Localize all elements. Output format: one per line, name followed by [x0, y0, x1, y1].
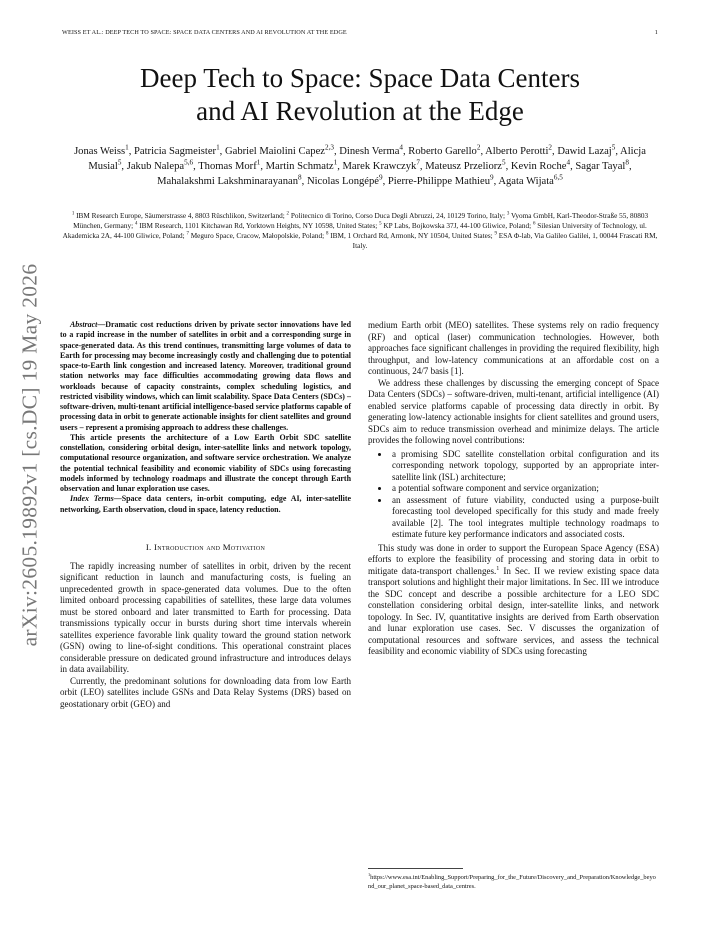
abstract: [60, 320, 351, 433]
title-line-2: and AI Revolution at the Edge: [196, 96, 524, 126]
author-name: Dawid Lazaj: [557, 146, 612, 157]
affiliation-text: Vyoma GmbH, Karl-Theodor-Straße 55, 80803 München, Germany;: [73, 212, 649, 230]
author-affiliation-mark: 9: [490, 173, 494, 182]
author-affiliation-mark: 4: [399, 143, 403, 152]
body-paragraph-3: [368, 543, 659, 658]
affiliation-mark: 3: [506, 211, 510, 217]
author-name: Patricia Sagmeister: [134, 146, 217, 157]
affiliation-mark: 2: [286, 211, 289, 217]
author-name: Jakub Nalepa: [126, 161, 185, 172]
author-affiliation-mark: 9: [379, 173, 383, 182]
affiliation-text: IBM Research, 1101 Kitchawan Rd, Yorktown Heights, NY 10598, United States;: [137, 222, 378, 230]
footnote-rule: [368, 868, 463, 869]
author-affiliation-mark: 5: [611, 143, 616, 152]
author-affiliation-mark: 1: [256, 158, 261, 167]
left-column: [60, 320, 351, 710]
author-affiliation-mark: 5,6: [184, 158, 194, 167]
affiliation-mark: 7: [186, 231, 189, 237]
affiliation-text: Politecnico di Torino, Corso Duca Degli Abruzzi, 24, 10129 Torino, Italy;: [289, 212, 505, 220]
author-affiliation-mark: 2: [548, 143, 553, 152]
footnote-link[interactable]: https://www.esa.int/Enabling_Support/Preparing_for_the_Future/Discovery_and_Preparation/Knowledge_beyond_our_planet_space-based_data_centres.: [368, 874, 656, 890]
abstract-label: Abstract: [70, 320, 98, 329]
index-terms: [60, 494, 351, 515]
running-head: [62, 29, 658, 36]
affiliation-mark: 8: [325, 231, 329, 237]
author-name: Sagar Tayal: [575, 161, 626, 172]
body-paragraph-3-a: This study was done in order to support the European Space Agency (ESA) efforts to explore the feasibility of processing and storing data in orbit to mitigate data-transport challenges.: [368, 542, 659, 576]
index-terms-text: —Space data centers, in-orbit computing, edge AI, inter-satellite networking, Earth observation, cloud in space, latency reduction.: [60, 494, 351, 514]
title-line-1: Deep Tech to Space: Space Data Centers: [140, 63, 580, 93]
contributions-list: [368, 449, 659, 541]
affiliation-text: IBM Research Europe, Säumerstrasse 4, 8803 Rüschlikon, Switzerland;: [74, 212, 285, 220]
affiliation-mark: 4: [134, 221, 138, 227]
author-name: Dinesh Verma: [339, 146, 400, 157]
author-name: Nicolas Longépé: [306, 176, 380, 187]
affiliation-text: ESA Φ-lab, Via Galileo Galilei, 1, 00044 Frascati RM, Italy.: [352, 232, 658, 250]
index-terms-label: Index Terms: [70, 494, 114, 504]
author-name: Marek Krawczyk: [342, 161, 417, 172]
author-name: Roberto Garello: [408, 146, 477, 157]
author-name: Mahalakshmi Lakshminarayanan: [157, 176, 299, 187]
author-name: Kevin Roche: [510, 161, 567, 172]
author-list: Jonas Weiss$^1$, Patricia Sagmeister$^1$, Gabriel Maiolini Capez$^{2,3}$, Dinesh Verma$^4$, Roberto Garello$^2$, Alberto Perotti$^2$, Dawid Lazaj$^5$, Alicja Musial$^5$, Jakub Nalepa$^{5,6}$, Thomas Morf$^1$, Martin Schmatz$^1$, Marek Krawczyk$^7$, Mateusz Przeliorz$^5$, Kevin Roche$^4$, Sagar Tayal$^8$, Mahalakshmi Lakshminarayanan$^8$, Nicolas Longépé$^9$, Pierre-Philippe Mathieu$^9$, Agata Wijata$^{6,5}$: [74, 143, 646, 187]
body-paragraph-2: We address these challenges by discussing the emerging concept of Space Data Centers (SDCs) – software-driven, multi-tenant, artificial intelligence (AI) enabled service platforms capable of processing data directly in orbit. By generating low-latency actionable insights for client satellites and ground users, SDCs aim to reduce transmission overhead and minimize delays. The article provides the following novel contributions:: [368, 377, 659, 445]
intro-paragraph-1: The rapidly increasing number of satellites in orbit, driven by the recent significant reduction in launch and manufacturing costs, is fueling an unprecedented growth in space-generated data volumes. Due to the often limited onboard processing capabilities of satellites, these large data volumes must be stored onboard and later transmitted to Earth for processing. Data transmissions typically occur in bursts during short time intervals wherein satellites experience favorable link quality toward the ground station network (GSN) owing to line-of-sight conditions. This operational constraint places considerable pressure on dedicated ground infrastructure and introduces delays in data availability.: [60, 560, 351, 675]
right-column: [368, 320, 659, 658]
body-paragraph-3-b: In Sec. II we review existing space data transport solutions and highlight their major limitations. In Sec. III we introduce the SDC concept and describe a possible architecture for a LEO SDC constellation considering orbital design, inter-satellite links, and network topology. In Sec. IV, quantitative insights are derived from Earth observation and lunar exploration use cases. Sec. V discusses the organization of computational resources and software services, and assess the technical feasibility and economic viability of SDCs using forecasting: [368, 565, 659, 656]
author-name: Martin Schmatz: [265, 161, 334, 172]
footnote-mark: 1: [368, 871, 371, 877]
author-affiliation-mark: 1: [125, 143, 129, 152]
list-item: • an assessment of future viability, conducted using a purpose-built forecasting tool developed specifically for this study and made freely available [2]. The tool integrates multiple technology roadmaps to estimate future key performance indicators and associated costs.: [390, 495, 659, 541]
author-affiliation-mark: 5: [502, 158, 506, 167]
arxiv-stamp-text: arXiv:2605.19892v1 [cs.DC] 19 May 2026: [17, 263, 42, 647]
abstract-text-2: This article presents the architecture of a Low Earth Orbit SDC satellite constellation, considering orbital design, inter-satellite links and network topology, computational resource organization, and software service orchestration. We analyze the potential technical feasibility and economic viability of SDCs using forecasting models informed by technology roadmaps and illustrate the concept through Earth observation and lunar exploration use cases.: [60, 432, 351, 493]
affiliation-mark: 1: [71, 211, 75, 217]
author-affiliation-mark: 2: [476, 143, 481, 152]
author-name: Jonas Weiss: [74, 146, 126, 157]
author-affiliation-mark: 5: [117, 158, 122, 167]
paper-title: [60, 62, 660, 128]
running-head-text: WEISS ET AL.: DEEP TECH TO SPACE: SPACE DATA CENTERS AND AI REVOLUTION AT THE EDGE: [62, 29, 347, 36]
author-name: Alicja Musial: [88, 146, 646, 172]
affiliation-mark: 5: [379, 221, 382, 227]
abstract-text-1: —Dramatic cost reductions driven by private sector innovations have led to a rapid increase in the number of satellites in orbit and a corresponding surge in space-generated data. As this trend continues, transmitting large volumes of data to Earth for processing may become increasingly costly and challenging due to potential space-to-Earth link congestion and increased latency. Moreover, traditional ground station networks may face difficulties accommodating growing data flows and workloads because of capacity constraints, complex scheduling logistics, and restricted visibility windows, which can limit scalability. Space Data Centers (SDCs) – software-driven, multi-tenant artificial intelligence-based service platforms capable of processing data in orbit to generate actionable insights for client satellites and ground users – represent a promising approach to address these challenges.: [60, 320, 351, 432]
affiliation-mark: 6: [532, 221, 536, 227]
list-item: • a promising SDC satellite constellation orbital configuration and its corresponding network topology, supported by an appropriate inter-satellite link (ISL) architecture;: [390, 449, 659, 484]
author-name: Mateusz Przeliorz: [425, 161, 502, 172]
affiliation-text: IBM, 1 Orchard Rd, Armonk, NY 10504, United States;: [328, 232, 493, 240]
author-name: Thomas Morf: [198, 161, 257, 172]
intro-paragraph-2: Currently, the predominant solutions for downloading data from low Earth orbit (LEO) satellites include GSNs and Data Relay Systems (DRS) based on geostationary orbit (GEO) and: [60, 675, 351, 709]
affiliation-mark: 9: [494, 231, 497, 237]
author-affiliation-mark: 8: [298, 173, 302, 182]
author-affiliation-mark: 2,3: [325, 143, 334, 152]
author-name: Pierre-Philippe Mathieu: [387, 176, 490, 187]
affiliations: [62, 211, 658, 251]
author-affiliation-mark: 7: [416, 158, 420, 167]
section-heading: I. Introduction and Motivation: [145, 541, 266, 552]
affiliation-text: Meguro Space, Cracow, Małopolskie, Poland;: [188, 232, 325, 240]
footnote: [368, 871, 659, 891]
affiliation-text: Silesian University of Technology, ul. Akademicka 2A, 44-100 Gliwice, Poland;: [62, 222, 647, 240]
author-affiliation-mark: 8: [625, 158, 629, 167]
author-name: Alberto Perotti: [485, 146, 549, 157]
author-affiliation-mark: 6,5: [553, 173, 563, 182]
author-affiliation-mark: 1: [216, 143, 220, 152]
author-affiliation-mark: 1: [333, 158, 338, 167]
list-item: • a potential software component and service organization;: [390, 483, 659, 495]
page-number: 1: [654, 29, 658, 36]
body-paragraph-1: medium Earth orbit (MEO) satellites. These systems rely on radio frequency (RF) and optical (laser) communication technologies. However, both approaches face significant challenges in providing the required flexibility, high throughput, and low-latency communications at an affordable cost on a continuous, 24/7 basis [1].: [368, 320, 659, 376]
author-name: Agata Wijata: [498, 176, 554, 187]
author-name: Gabriel Maiolini Capez: [224, 146, 325, 157]
footnote-ref: 1: [496, 565, 500, 572]
author-affiliation-mark: 4: [566, 158, 571, 167]
arxiv-stamp: [14, 255, 46, 655]
affiliation-text: KP Labs, Bojkowska 37J, 44-100 Gliwice, Poland;: [381, 222, 532, 230]
